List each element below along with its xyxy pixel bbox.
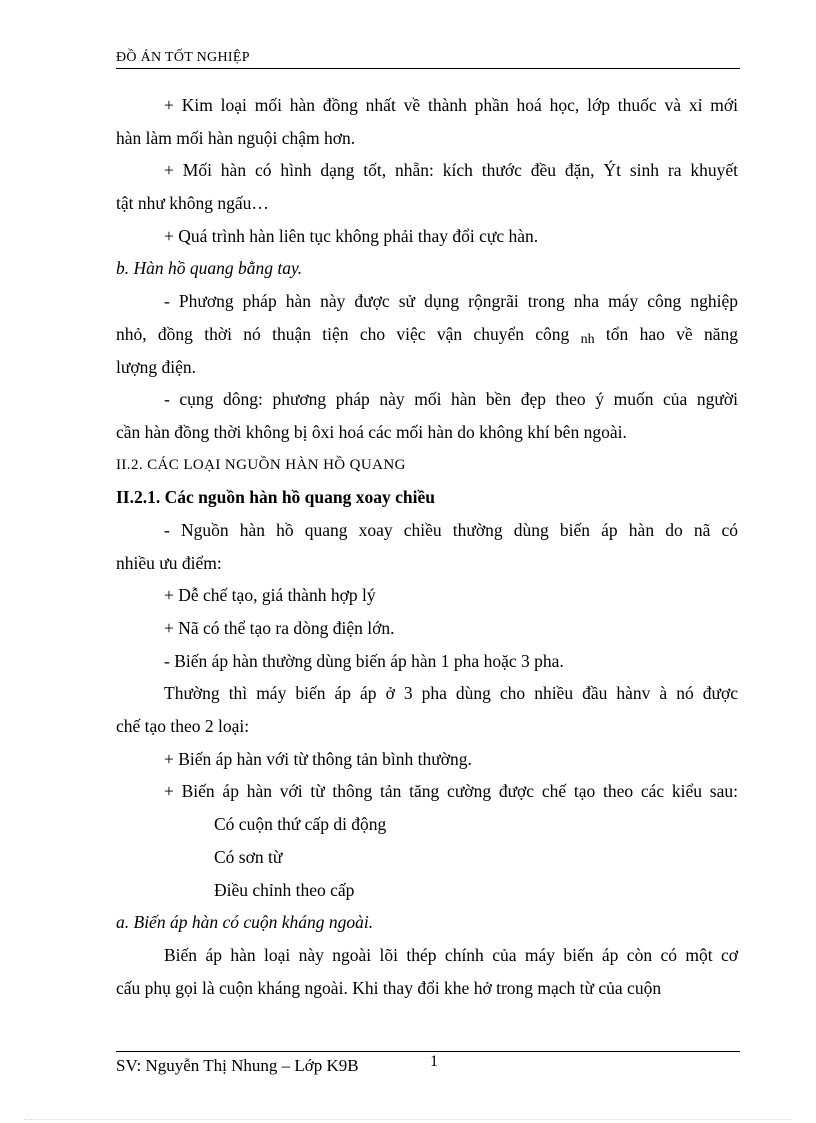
paragraph-line (116, 318, 738, 351)
paragraph-line: cần hàn đồng thời không bị ôxi hoá các mối hàn do không khí bên ngoài. (116, 421, 627, 442)
list-item: Có cuộn thứ cấp di động (214, 814, 387, 835)
paragraph-line: + Biến áp hàn với từ thông tản tăng cường được chế tạo theo các kiểu sau: (164, 781, 738, 802)
paragraph-line: lượng điện. (116, 356, 196, 377)
section-heading: II.2. CÁC LOẠI NGUỒN HÀN HỒ QUANG (116, 456, 406, 473)
paragraph-line: cấu phụ gọi là cuộn kháng ngoài. Khi thay đổi khe hở trong mạch từ của cuộn (116, 977, 662, 998)
paragraph-line: + Dễ chế tạo, giá thành hợp lý (164, 585, 376, 606)
text-span: tổn hao về năng (605, 323, 738, 344)
page-bottom-border (24, 1119, 792, 1120)
subsection-heading: II.2.1. Các nguồn hàn hồ quang xoay chiều (116, 487, 435, 508)
paragraph-line: - Nguồn hàn hồ quang xoay chiều thường dùng biến áp hàn do nã có (164, 519, 738, 540)
paragraph-line: + Quá trình hàn liên tục không phải thay đổi cực hàn. (164, 225, 539, 246)
text-span: nhỏ, đồng thời nó thuận tiện cho việc vận chuyển công (116, 323, 570, 344)
paragraph-line: + Nã có thể tạo ra dòng điện lớn. (164, 618, 395, 638)
header-rule (116, 68, 740, 69)
paragraph-line: Thường thì máy biến áp áp ở 3 pha dùng cho nhiều đầu hànv à nó được (164, 683, 738, 704)
list-item: Điều chỉnh theo cấp (214, 879, 355, 900)
paragraph-line: Biến áp hàn loại này ngoài lõi thép chính của máy biến áp còn có một cơ (164, 944, 738, 965)
stray-text: nh (580, 331, 595, 347)
paragraph-line: chế tạo theo 2 loại: (116, 716, 250, 737)
paragraph-line: - cụng dông: phương pháp này mối hàn bền đẹp theo ý muốn của người (164, 389, 738, 410)
section-heading-italic: b. Hàn hồ quang bằng tay. (116, 258, 303, 279)
paragraph-line: + Mối hàn có hình dạng tốt, nhẵn: kích thước đều đặn, Ýt sinh ra khuyết (164, 160, 738, 181)
paragraph-line: hàn làm mối hàn nguội chậm hơn. (116, 127, 356, 148)
footer-student: SV: Nguyễn Thị Nhung – Lớp K9B (116, 1056, 359, 1075)
paragraph-line: - Phương pháp hàn này được sử dụng rộngrãi trong nha máy công nghiệp (164, 291, 738, 312)
footer-rule (116, 1051, 740, 1052)
paragraph-line: - Biến áp hàn thường dùng biến áp hàn 1 pha hoặc 3 pha. (164, 650, 564, 671)
paragraph-line: + Kim loại mối hàn đồng nhất về thành phần hoá học, lớp thuốc và xỉ mới (164, 95, 738, 115)
paragraph-line: tật như không ngấu… (116, 193, 269, 214)
paragraph-line: + Biến áp hàn với từ thông tản bình thường. (164, 748, 472, 769)
paragraph-line: nhiều ưu điểm: (116, 552, 222, 573)
document-header: ĐỒ ÁN TỐT NGHIỆP (116, 50, 250, 65)
list-item: Có sơn từ (214, 846, 283, 867)
document-body (116, 89, 738, 1004)
section-heading-italic: a. Biến áp hàn có cuộn kháng ngoài. (116, 912, 374, 933)
page-number: 1 (430, 1053, 438, 1070)
